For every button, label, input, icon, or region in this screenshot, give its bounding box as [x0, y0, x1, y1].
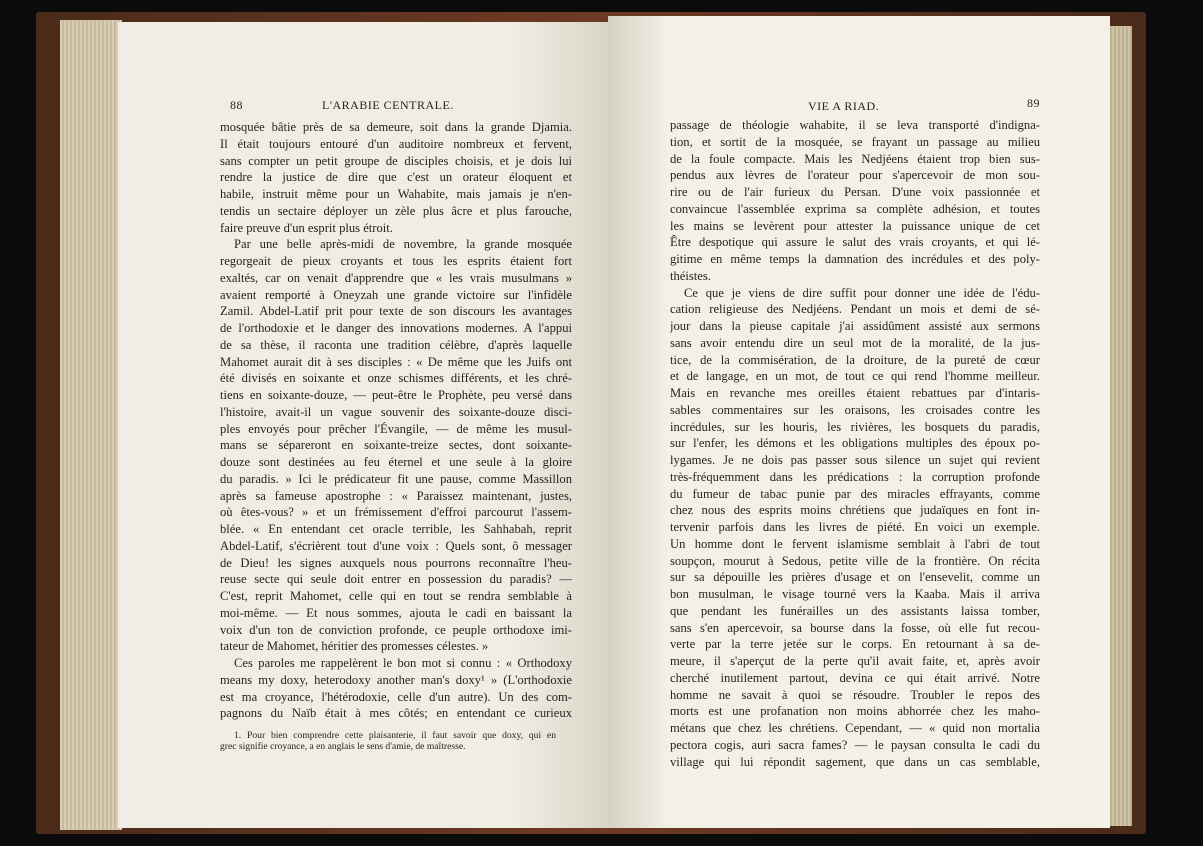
text-line: tervenir parfois dans les livres de piété. En voici un exemple. [670, 520, 1040, 534]
text-line: tateur de Mahomet, héritier des promesses célestes. » [220, 639, 489, 654]
text-line: convaincue l'assemblée exprima sa complète adhésion, et toutes [670, 201, 1040, 216]
text-line: mosquée bâtie près de sa demeure, soit dans la grande Djamia. [220, 120, 572, 134]
text-line: rendre la justice de dire que c'est un orateur éloquent et [220, 170, 572, 185]
text-line: du paradis. » Ici le prédicateur fit une pause, comme Massillon [220, 471, 572, 486]
text-line: blée. « En entendant cet oracle terrible, les Sahhabah, reprit [220, 522, 572, 536]
text-line: chez nous des esprits moins chrétiens que judaïques en font in- [670, 503, 1040, 518]
text-line: regorgeait de pieux croyants et tous les esprits étaient fort [220, 254, 572, 268]
text-line: du fumeur de tabac punie par des miracles effrayants, comme [670, 486, 1040, 501]
text-line: sans compter un petit groupe de disciples choisis, et je dois lui [220, 153, 572, 168]
text-line: l'histoire, avait-il un vague souvenir des soixante-douze disci- [220, 404, 572, 419]
text-line: reuse secte qui seule doit entrer en possession du paradis? — [220, 572, 572, 587]
text-line: morts est une profanation non moins abhorrée chez les maho- [670, 704, 1040, 719]
text-line: Abdel-Latif, s'écrièrent tout d'une voix : Quels sont, ô messager [220, 538, 572, 553]
page-number: 89 [1027, 96, 1040, 110]
text-line: Un homme dont le fervent islamisme semblait à l'abri de tout [670, 536, 1040, 551]
text-line: théistes. [670, 268, 711, 283]
text-line: rire ou de l'air furieux du Persan. D'une voix passionnée et [670, 185, 1040, 199]
page-number: 88 [230, 98, 243, 112]
text-line: tion, et sortit de la mosquée, se frayant un passage au milieu [670, 134, 1040, 149]
text-line: et de langage, en un mot, de tout ce qui rend l'homme meilleur. [670, 369, 1040, 384]
text-line: de sa thèse, il raconta une tradition célèbre, d'après laquelle [220, 337, 572, 352]
text-line: sans s'en apercevoir, sa bourse dans la fosse, où elle fut recou- [670, 620, 1040, 635]
text-line: de l'orthodoxie et le danger des innovations modernes. A l'appui [220, 321, 572, 335]
left-page-header [220, 98, 572, 116]
text-line: très-fréquemment dans les prédications : la corruption profonde [670, 469, 1040, 484]
text-line: Mais en revanche mes oreilles étaient rebattues par d'intaris- [670, 386, 1040, 400]
text-line: métans que chez les chrétiens. Cependant, — « quid non mortalia [670, 721, 1040, 735]
text-line: faire preuve d'un esprit plus étroit. [220, 220, 393, 235]
text-line: que pendant les funérailles un des assistants laissa tomber, [670, 603, 1040, 618]
text-line: Zamil. Abdel-Latif prit pour texte de son discours les avantages [220, 304, 572, 319]
text-line: jour dans la pieuse capitale j'ai assidûment assisté aux sermons [670, 319, 1040, 333]
text-line: lygames. Je ne dois pas passer sous silence un sujet qui revient [670, 453, 1040, 467]
text-line: gitime en même temps la damnation des incrédules et des poly- [670, 252, 1040, 266]
text-line: été divisés en soixante et onze schismes différents, et les chré- [220, 371, 572, 386]
right-page-edges [1108, 26, 1132, 826]
footnote [220, 730, 610, 752]
text-line: tiens en soixante-douze, — peut-être le Prophète, peu versé dans [220, 388, 572, 402]
left-page-edges [60, 20, 122, 830]
text-line: C'est, reprit Mahomet, celle qui en tout se rendra semblable à [220, 589, 572, 603]
text-line: les mains se levèrent pour attester la puissance unique de cet [670, 218, 1040, 233]
text-line: exaltés, car on venait d'apprendre que « les vrais musulmans » [220, 270, 572, 285]
text-line: village qui lui répondit sagement, que dans un cas semblable, [670, 754, 1040, 769]
text-line: habile, instruit même pour un Wahabite, mais jamais je n'en- [220, 187, 572, 201]
text-line: douze sont destinées au feu éternel et une seule à la gloire [220, 455, 572, 469]
text-line: pendus aux lèvres de l'orateur pour s'apercevoir de mon sou- [670, 168, 1040, 183]
text-line: homme ne savait à quoi se résoudre. Troubler le repos des [670, 687, 1040, 702]
text-line: où êtes-vous? » et un frémissement d'effroi parcourut l'assem- [220, 505, 572, 520]
footnote-line: grec signifie croyance, a en anglais le sens d'amie, de maîtresse. [220, 741, 466, 752]
left-page [118, 22, 610, 828]
text-line: tice, de la commisération, de la droiture, de la pureté de cœur [670, 352, 1040, 367]
text-line: voix d'un ton de conviction profonde, ce peuple orthodoxe imi- [220, 622, 572, 637]
text-line: Par une belle après-midi de novembre, la grande mosquée [234, 237, 572, 252]
text-line: sans avoir entendu dire un seul mot de la moralité, de la jus- [670, 335, 1040, 350]
text-line: sur l'enfer, les démons et les obligations multiples des époux po- [670, 436, 1040, 451]
text-line: verte par la terre jetée sur le corps. En retournant à sa de- [670, 637, 1040, 652]
text-line: soupçon, mourut à Sedous, petite ville de la frontière. On récita [670, 553, 1040, 568]
text-line: cation religieuse des Nedjéens. Pendant un mois et demi de sé- [670, 302, 1040, 317]
text-line: sur sa dépouille les prières d'usage et on l'ensevelit, comme un [670, 570, 1040, 585]
text-line: cherché inutilement partout, devina ce qui était arrivé. Notre [670, 670, 1040, 685]
text-line: mans se sépareront en soixante-treize sectes, dont soixante- [220, 438, 572, 453]
text-line: moi-même. — Et nous sommes, ajouta le cadi en baissant la [220, 605, 572, 620]
text-line: bon musulman, le visage tourné vers la Kaaba. Mais il arriva [670, 587, 1040, 601]
text-line: est ma croyance, l'hétérodoxie, celle d'un autre). Un des com- [220, 689, 572, 704]
text-line: Ces paroles me rappelèrent le bon mot si connu : « Orthodoxy [234, 656, 572, 670]
footnote-line: 1. Pour bien comprendre cette plaisanterie, il faut savoir que doxy, qui en [234, 730, 556, 741]
right-page-header [670, 96, 1040, 114]
text-line: sables commentaires sur les oraisons, les croisades contre les [670, 402, 1040, 417]
text-line: avaient remporté à Oneyzah une grande victoire sur l'infidèle [220, 287, 572, 302]
text-line: Mahomet aurait dit à ses disciples : « De même que les Juifs ont [220, 354, 572, 369]
running-head: VIE A RIAD. [808, 99, 880, 113]
text-line: ples envoyés pour prêcher l'Évangile, — de même les musul- [220, 421, 572, 436]
text-line: de la foule compacte. Mais les Nedjéens étaient trop bien sus- [670, 151, 1040, 166]
text-line: Ce que je viens de dire suffit pour donner une idée de l'édu- [684, 285, 1040, 300]
text-line: de Dieu! les signes auxquels nous pourrons reconnaître l'heu- [220, 555, 572, 570]
text-line: Il était toujours entouré d'un auditoire nombreux et fervent, [220, 136, 572, 151]
text-line: pagnons du Naïb était à mes côtés; en entendant ce curieux [220, 706, 572, 721]
text-line: means my doxy, heterodoxy another man's doxy¹ » (L'orthodoxie [220, 672, 572, 687]
right-page-text [670, 117, 1110, 770]
text-line: incrédules, sur les houris, les rivières, les bosquets du paradis, [670, 419, 1040, 434]
right-page [608, 16, 1110, 828]
left-page-text [220, 119, 610, 722]
text-line: Être despotique qui assure le salut des vrais croyants, et qui lé- [670, 235, 1040, 250]
text-line: pectora cogis, auri sacra fames? — le paysan consulta le cadi du [670, 737, 1040, 752]
text-line: meure, il s'aperçut de la perte qu'il avait faite, et, après avoir [670, 654, 1040, 668]
running-head: L'ARABIE CENTRALE. [322, 98, 454, 112]
text-line: tendis un sectaire déployer un zèle plus âcre et plus farouche, [220, 203, 572, 218]
text-line: après sa fameuse apostrophe : « Paraissez maintenant, justes, [220, 488, 572, 503]
text-line: passage de théologie wahabite, il se leva transporté d'indigna- [670, 118, 1040, 132]
